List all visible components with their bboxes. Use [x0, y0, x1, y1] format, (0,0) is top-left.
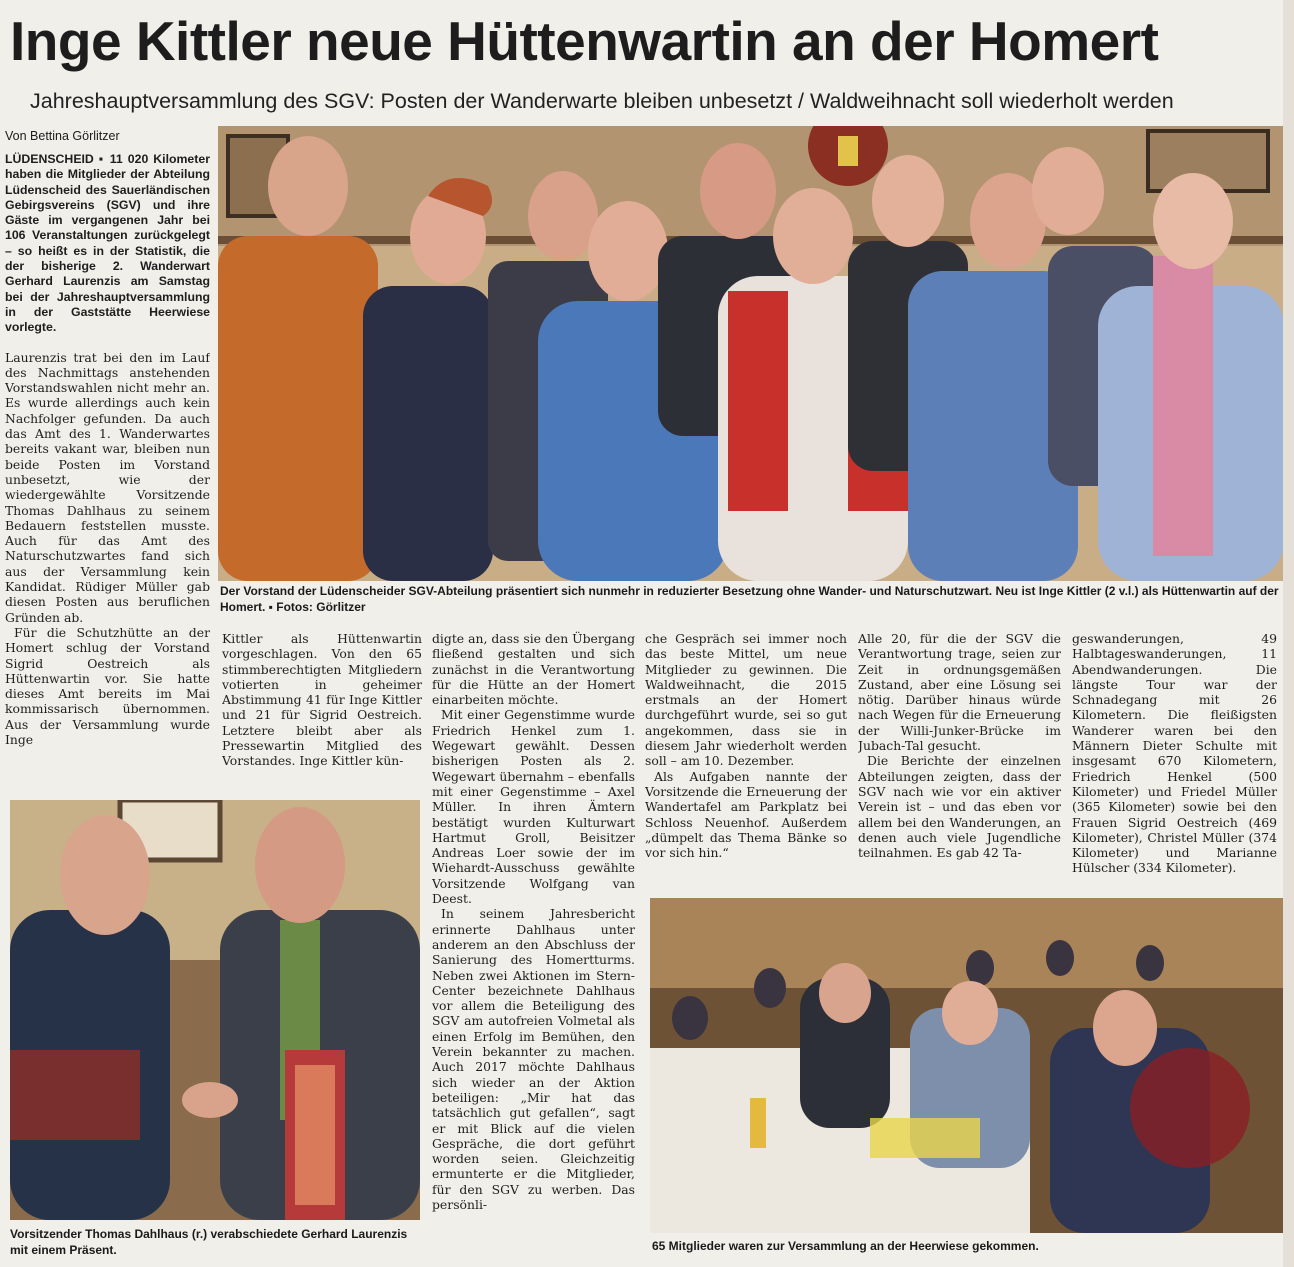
paragraph: geswanderungen, 49 Halbtageswanderungen, 11 Abendwanderungen. Die längste Tour war der Schnadegang mit 26 Kilometern. Die fleißigsten Wanderer waren bei den Männern Dieter Schulte mit insgesamt 670 Kilometern, Friedrich Henkel (500 Kilometer) und Friedel Müller (365 Kilometer) sowie bei den Frauen Sigrid Oestreich (469 Kilometer), Christel Müller (374 Kilometer) und Marianne Hülscher (334 Kilometer). [1072, 631, 1277, 876]
text-column-6 [1072, 631, 1277, 893]
paragraph: Laurenzis trat bei den im Lauf des Nachmittags anstehenden Vorstandswahlen nicht mehr an. Es wurde allerdings auch kein Nachfolger gefunden. Da auch das Amt des 1. Wanderwartes bereits vakant war, bleiben nun beide Posten im Vorstand unbesetzt, wie der wiedergewählte Vorsitzende Thomas Dahlhaus zu seinem Bedauern feststellen musste. Auch für das Amt des Naturschutzwartes fand sich aus der Versammlung kein Kandidat. Rüdiger Müller gab diesen Posten aus beruflichen Gründen ab. [5, 349, 210, 625]
dateline: LÜDENSCHEID ▪ [5, 152, 105, 166]
paragraph: Mit einer Gegenstimme wurde Friedrich Henkel zum 1. Wegewart gewählt. Dessen bisherigen Posten als 2. Wegewart übernahm – ebenfalls mit einer Gegenstimme – Axel Müller. In ihren Ämtern bestätigt wurden Kulturwart Hartmut Groll, Beisitzer Andreas Loer sowie der im Wiehardt-Ausschuss gewählte Vorsitzende Wolfgang van Deest. [432, 707, 635, 907]
subheadline: Jahreshauptversammlung des SGV: Posten der Wanderwarte bleiben unbesetzt / Waldweihnacht soll wiederholt werden [30, 89, 1174, 113]
lead-paragraph [5, 152, 210, 336]
headline: Inge Kittler neue Hüttenwartin an der Homert [10, 10, 1159, 72]
text-column-4 [645, 631, 847, 893]
handshake-photo-caption: Vorsitzender Thomas Dahlhaus (r.) verabschiedete Gerhard Laurenzis mit einem Präsent. [10, 1227, 408, 1257]
handshake-photo [10, 800, 420, 1220]
text-column-5 [858, 631, 1061, 893]
text-column-3 [432, 631, 635, 1257]
byline: Von Bettina Görlitzer [5, 129, 120, 143]
text-column-1 [5, 152, 210, 792]
paragraph: Als Aufgaben nannte der Vorsitzende die Erneuerung der Wandertafel am Parkplatz bei Schloss Neuenhof. Außerdem „dümpelt das Thema Bänke so vor sich hin.“ [645, 768, 847, 861]
paragraph: In seinem Jahresbericht erinnerte Dahlhaus unter anderem an den Abschluss der Sanierung des Homertturms. Neben zwei Aktionen im Stern-Center bezeichnete Dahlhaus vor allem die Beteiligung des SGV am autofreien Volmetal als einen Erfolg im Bemühen, den Verein bekannter zu machen. Auch 2017 möchte Dahlhaus sich wieder an der Aktion beteiligen: „Mir hat das tatsächlich gut gefallen“, sagt er mit Blick auf die vielen Gespräche, die dort geführt worden seien. Gleichzeitig ermunterte er die Mitglieder, für den SGV zu werben. Das persönli- [432, 906, 635, 1212]
paragraph: Die Berichte der einzelnen Abteilungen zeigten, dass der SGV nach wie vor ein aktiver Verein ist – und das eben vor allem bei den Wanderungen, an denen auch viele Jugendliche teilnahmen. Es gab 42 Ta- [858, 753, 1061, 861]
main-photo-caption: Der Vorstand der Lüdenscheider SGV-Abteilung präsentiert sich nunmehr in reduzierter Besetzung ohne Wander- und Naturschutzwart. Neu ist Inge Kittler (2 v.l.) als Hüttenwartin auf der Homert. ▪ Fotos: Görlitzer [220, 584, 1279, 614]
paragraph: digte an, dass sie den Übergang fließend gestalten und sich zunächst in die Verantwortung für die Hütte an der Homert einarbeiten möchte. [432, 631, 635, 708]
lead-text: 11 020 Kilometer haben die Mitglieder der Abteilung Lüdenscheid des Sauerländischen Gebirgsvereins (SGV) und ihre Gäste im vergangenen Jahr bei 106 Veranstaltungen zurückgelegt – so heißt es in der Statistik, die der bisherige 2. Wanderwart Gerhard Laurenzis am Samstag bei der Jahreshauptversammlung in der Gaststätte Heerwiese vorlegte. [5, 152, 210, 335]
main-group-photo [218, 126, 1284, 581]
assembly-photo [650, 898, 1284, 1233]
paragraph: Für die Schutzhütte an der Homert schlug der Vorstand Sigrid Oestreich als Hüttenwartin vor. Sie hatte dieses Amt bereits im Mai kommissarisch übernommen. Aus der Versammlung wurde Inge [5, 624, 210, 747]
paragraph: Kittler als Hüttenwartin vorgeschlagen. Von den 65 stimmberechtigten Mitgliedern votierten in geheimer Abstimmung 41 für Inge Kittler und 21 für Sigrid Oestreich. Letztere bleibt aber als Pressewartin Mitglied des Vorstandes. Inge Kittler kün- [222, 631, 422, 769]
paragraph: Alle 20, für die der SGV die Verantwortung trage, seien zur Zeit in ordnungsgemäßen Zustand, aber eine Lösung sei nötig. Darüber hinaus würde nach Wegen für die Erneuerung der Willi-Junker-Brücke im Jubach-Tal gesucht. [858, 631, 1061, 754]
adjacent-page-edge [1283, 0, 1294, 1267]
paragraph: che Gespräch sei immer noch das beste Mittel, um neue Mitglieder zu gewinnen. Die Waldweihnacht, die 2015 erstmals an der Homert durchgeführt wurde, sei so gut angekommen, dass sie in diesem Jahr wiederholt werden soll – am 10. Dezember. [645, 631, 847, 769]
assembly-photo-caption: 65 Mitglieder waren zur Versammlung an der Heerwiese gekommen. [652, 1239, 1039, 1253]
text-column-2 [222, 631, 422, 781]
